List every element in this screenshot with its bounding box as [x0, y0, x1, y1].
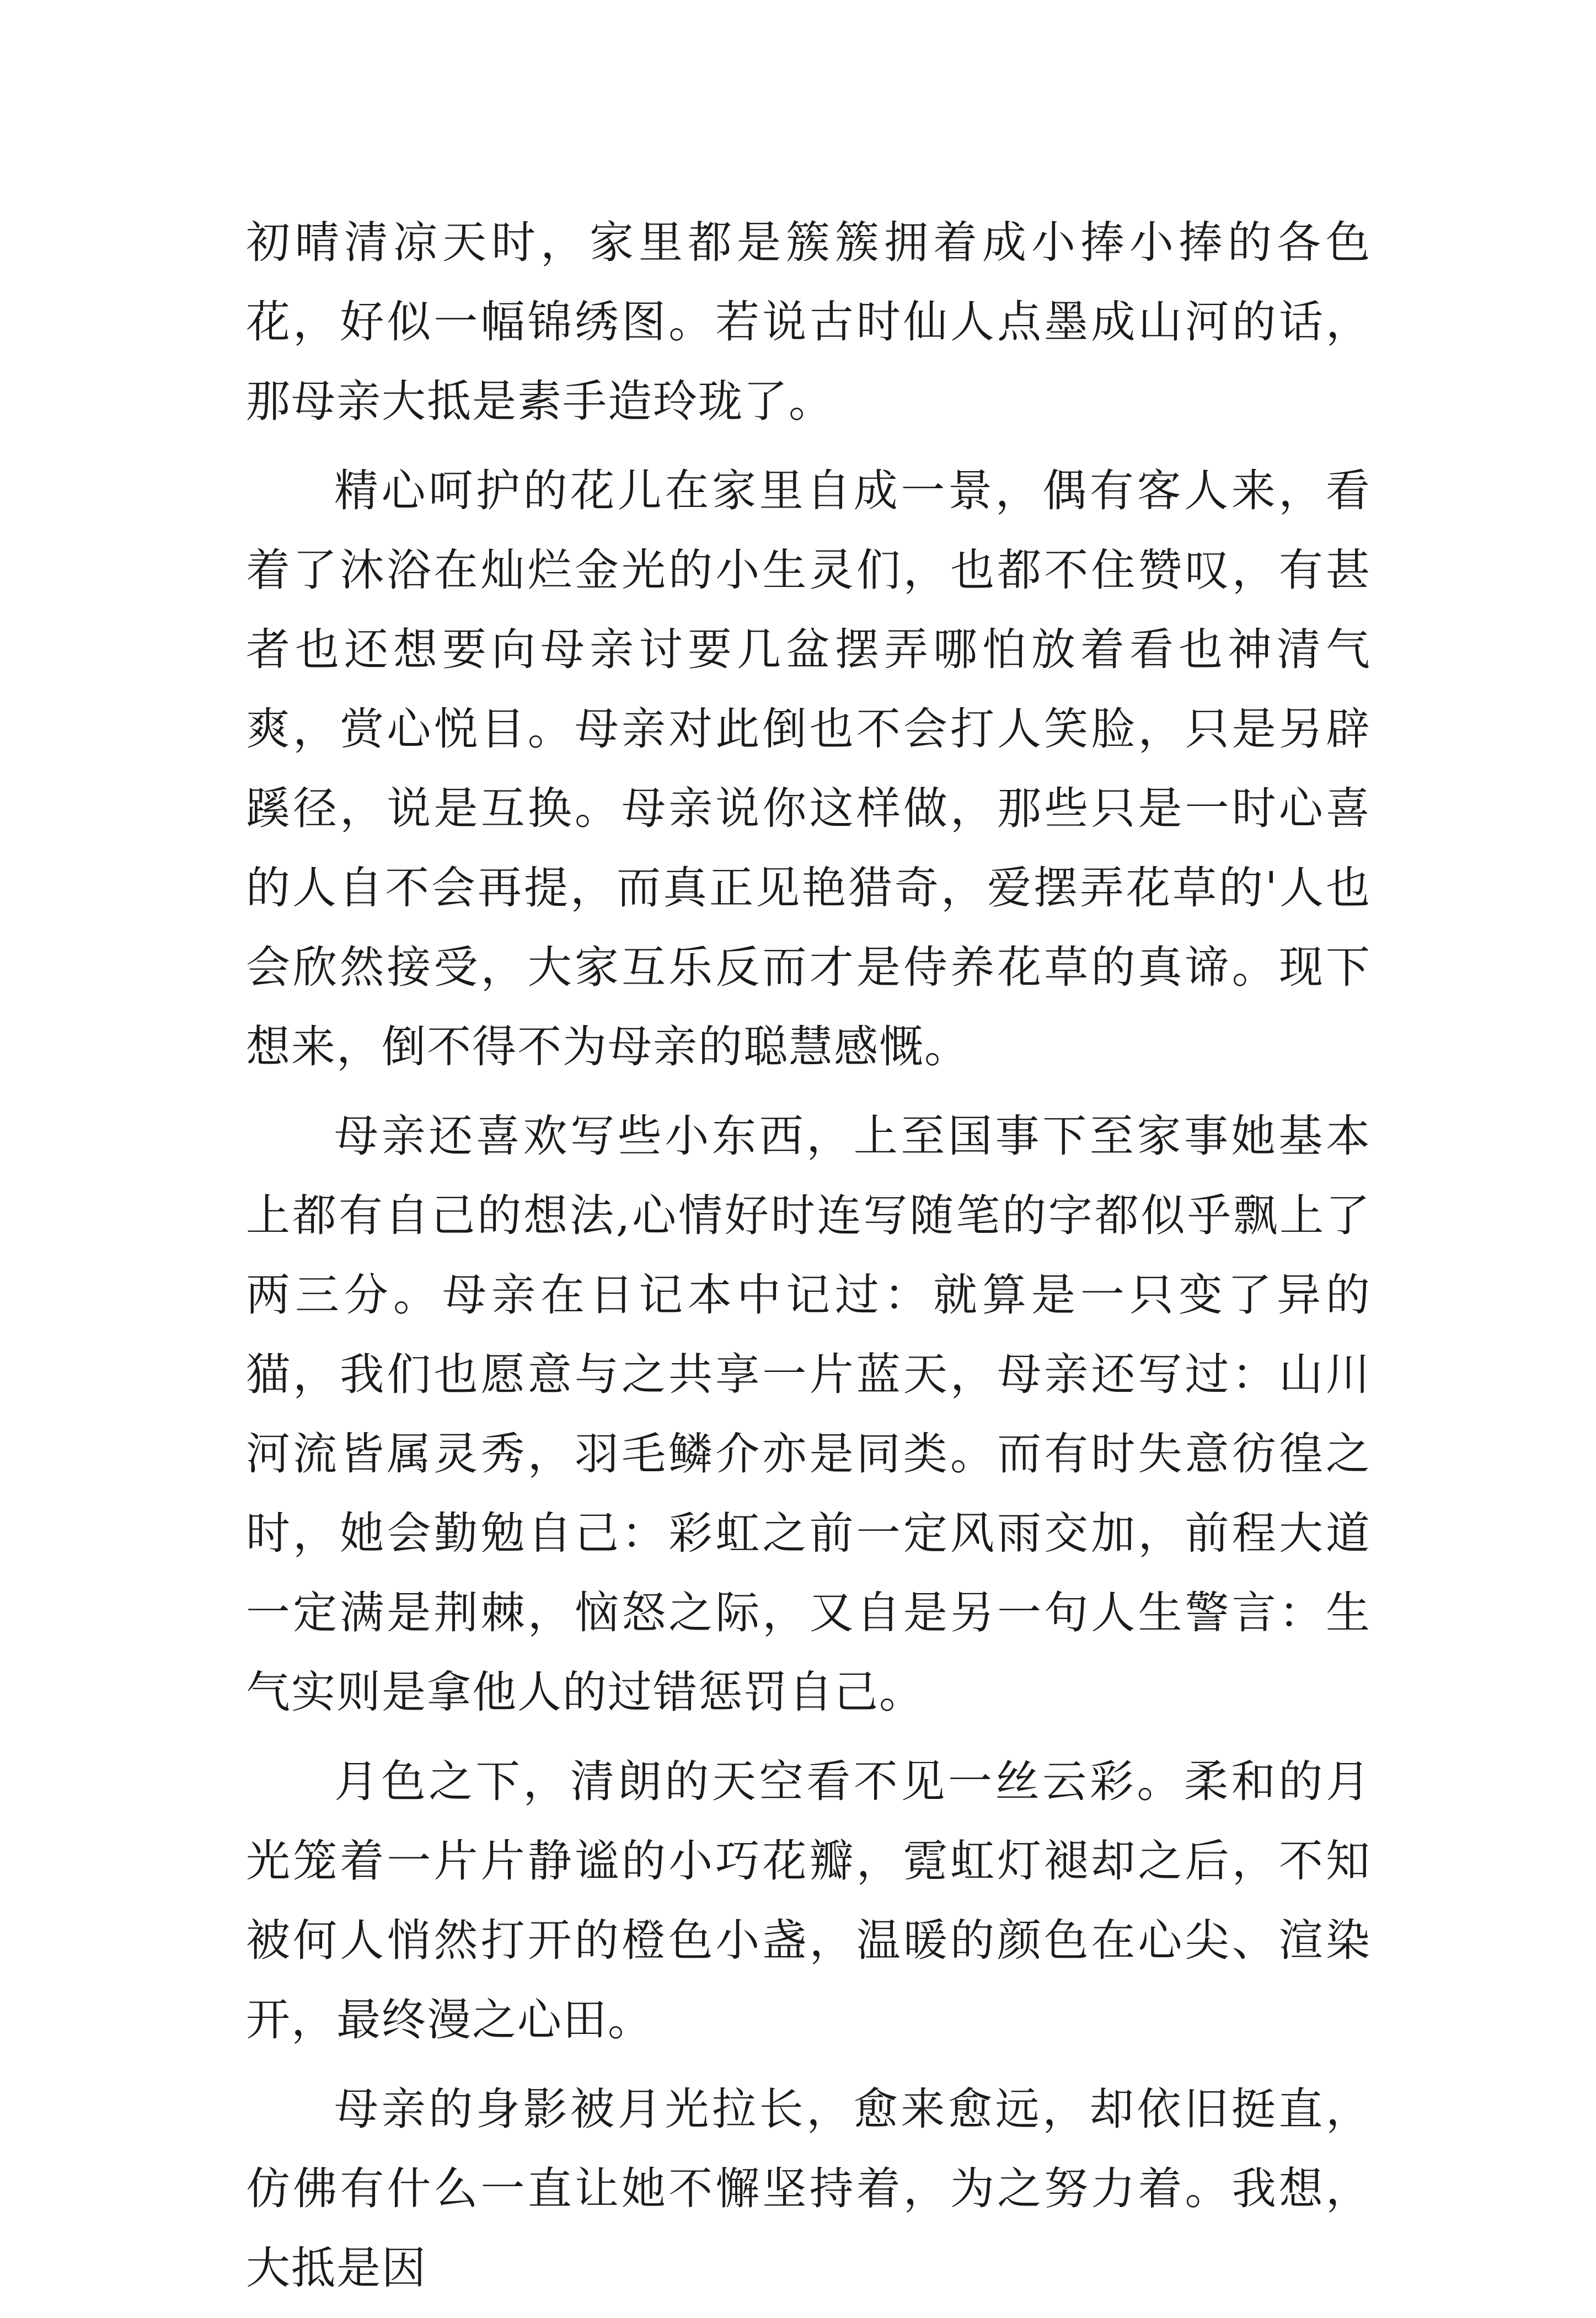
paragraph-2: 精心呵护的花儿在家里自成一景，偶有客人来，看着了沐浴在灿烂金光的小生灵们，也都不住赞叹，有甚者也还想要向母亲讨要几盆摆弄哪怕放着看也神清气爽，赏心悦目。母亲对此倒也不会打人笑脸，只是另辟蹊径，说是互换。母亲说你这样做，那些只是一时心喜的人自不会再提，而真正见艳猎奇，爱摆弄花草的'人也会欣然接受，大家互乐反而才是侍养花草的真谛。现下想来，倒不得不为母亲的聪慧感慨。 [246, 465, 1371, 1072]
paragraph-1: 初晴清凉天时，家里都是簇簇拥着成小捧小捧的各色花，好似一幅锦绣图。若说古时仙人点墨成山河的话，那母亲大抵是素手造玲珑了。 [246, 217, 1371, 427]
paragraph-4: 月色之下，清朗的天空看不见一丝云彩。柔和的月光笼着一片片静谧的小巧花瓣，霓虹灯褪却之后，不知被何人悄然打开的橙色小盏，温暖的颜色在心尖、渲染开，最终漫之心田。 [246, 1756, 1371, 2045]
paragraph-5: 母亲的身影被月光拉长，愈来愈远，却依旧挺直，仿佛有什么一直让她不懈坚持着，为之努力着。我想，大抵是因 [246, 2084, 1371, 2294]
body-text [246, 203, 1371, 2318]
paragraph-3: 母亲还喜欢写些小东西，上至国事下至家事她基本上都有自己的想法,心情好时连写随笔的字都似乎飘上了两三分。母亲在日记本中记过：就算是一只变了异的猫，我们也愿意与之共享一片蓝天，母亲还写过：山川河流皆属灵秀，羽毛鳞介亦是同类。而有时失意彷徨之时，她会勤勉自己：彩虹之前一定风雨交加，前程大道一定满是荆棘，恼怒之际，又自是另一句人生警言：生气实则是拿他人的过错惩罚自己。 [246, 1110, 1371, 1718]
